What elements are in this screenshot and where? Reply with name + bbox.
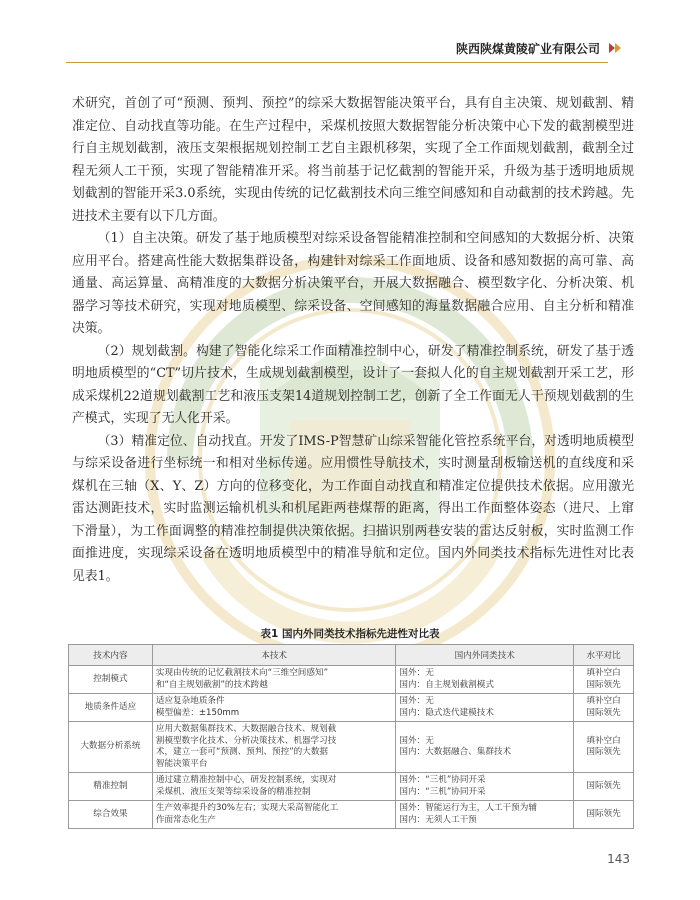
cell-others: 国外：无 国内：大数据融合、集群技术 <box>396 722 574 773</box>
cell-level: 填补空白 国际领先 <box>574 722 634 773</box>
paragraph-intro: 术研究，首创了可“预测、预判、预控”的综采大数据智能决策平台，具有自主决策、规划截割、精准定位、自动找直等功能。在生产过程中，采煤机按照大数据智能分析决策中心下发的截割模型进行自主规划截割，液压支架根据规划控制工艺自主跟机移架，实现了全工作面规划截割，截割全过程无须人工干预，实现了智能精准开采。将当前基于记忆截割的智能开采，升级为基于透明地质规划截割的智能开采3.0系统，实现由传统的记忆截割技术向三维空间感知和自动截割的技术跨越。先进技术主要有以下几方面。 <box>72 96 634 224</box>
cell-ours: 通过建立精准控制中心，研发控制系统，实现对 采煤机、液压支架等综采设备的精准控制 <box>152 773 396 801</box>
cell-item: 大数据分析系统 <box>69 722 153 773</box>
column-header: 国内外同类技术 <box>396 645 574 666</box>
page-number: 143 <box>607 852 630 866</box>
company-logo-icon <box>608 40 624 56</box>
column-header: 本技术 <box>152 645 396 666</box>
table-row <box>69 801 634 829</box>
cell-level: 填补空白 国际领先 <box>574 666 634 694</box>
paragraph-planned-cutting: （2）规划截割。构建了智能化综采工作面精准控制中心，研发了精准控制系统，研发了基于透明地质模型的“CT”切片技术，生成规划截割模型，设计了一套拟人化的自主规划截割开采工艺，形成采煤机22道规划截割工艺和液压支架14道规划控制工艺，创新了全工作面无人干预规划截割的生产模式，实现了无人化开采。 <box>72 343 634 426</box>
table-row <box>69 722 634 773</box>
paragraph-precise-positioning: （3）精准定位、自动找直。开发了IMS-P智慧矿山综采智能化管控系统平台，对透明地质模型与综采设备进行坐标统一和相对坐标传递。应用惯性导航技术，实时测量刮板输送机的直线度和采煤机在三轴（X、Y、Z）方向的位移变化，为工作面自动找直和精准定位提供技术依据。应用激光雷达测距技术，实时监测运输机机头和机尾距两巷煤帮的距离，得出工作面整体姿态（进尺、上窜下滑量），为工作面调整的精准控制提供决策依据。扫描识别两巷安装的雷达反射板，实时监测工作面推进度，实现综采设备在透明地质模型中的精准导航和定位。国内外同类技术指标先进性对比表见表1。 <box>72 433 634 584</box>
cell-item: 控制模式 <box>69 666 153 694</box>
cell-ours: 适应复杂地质条件 模型偏差：±150mm <box>152 694 396 722</box>
cell-level: 填补空白 国际领先 <box>574 694 634 722</box>
cell-ours: 实现由传统的记忆截割技术向“三维空间感知” 和“自主规划截割”的技术跨越 <box>152 666 396 694</box>
cell-item: 地质条件适应 <box>69 694 153 722</box>
cell-others: 国外：无 国内：隐式迭代建模技术 <box>396 694 574 722</box>
table-row <box>69 773 634 801</box>
cell-others: 国外：智能运行为主，人工干预为辅 国内：无须人工干预 <box>396 801 574 829</box>
cell-others: 国外：“三机”协同开采 国内：“三机”协同开采 <box>396 773 574 801</box>
column-header: 技术内容 <box>69 645 153 666</box>
cell-level: 国际领先 <box>574 801 634 829</box>
paragraph-autonomous-decision: （1）自主决策。研发了基于地质模型对综采设备智能精准控制和空间感知的大数据分析、决策应用平台。搭建高性能大数据集群设备，构建针对综采工作面地质、设备和感知数据的高可靠、高通量、高运算量、高精准度的大数据分析决策平台，开展大数据融合、模型数字化、分析决策、机器学习等技术研究，实现对地质模型、综采设备、空间感知的海量数据融合应用、自主分析和精准决策。 <box>72 231 634 336</box>
table-row <box>69 666 634 694</box>
cell-item: 精准控制 <box>69 773 153 801</box>
cell-level: 国际领先 <box>574 773 634 801</box>
page-header <box>0 0 700 62</box>
table-title: 表1 国内外同类技术指标先进性对比表 <box>260 628 440 640</box>
cell-others: 国外：无 国内：自主规划截割模式 <box>396 666 574 694</box>
column-header: 水平对比 <box>574 645 634 666</box>
body-text <box>72 93 634 588</box>
cell-ours: 应用大数据集群技术、大数据融合技术、规划截 割模型数字化技术、分析决策技术、机器学习技 术，建立一套可“预测、预判、预控”的大数据 智能决策平台 <box>152 722 396 773</box>
header-rule <box>66 62 608 63</box>
table-header-row <box>69 645 634 666</box>
table-row <box>69 694 634 722</box>
cell-ours: 生产效率提升约30%左右；实现大采高智能化工 作面常态化生产 <box>152 801 396 829</box>
comparison-table <box>68 644 634 829</box>
company-name: 陕西陕煤黄陵矿业有限公司 <box>455 42 600 56</box>
cell-item: 综合效果 <box>69 801 153 829</box>
